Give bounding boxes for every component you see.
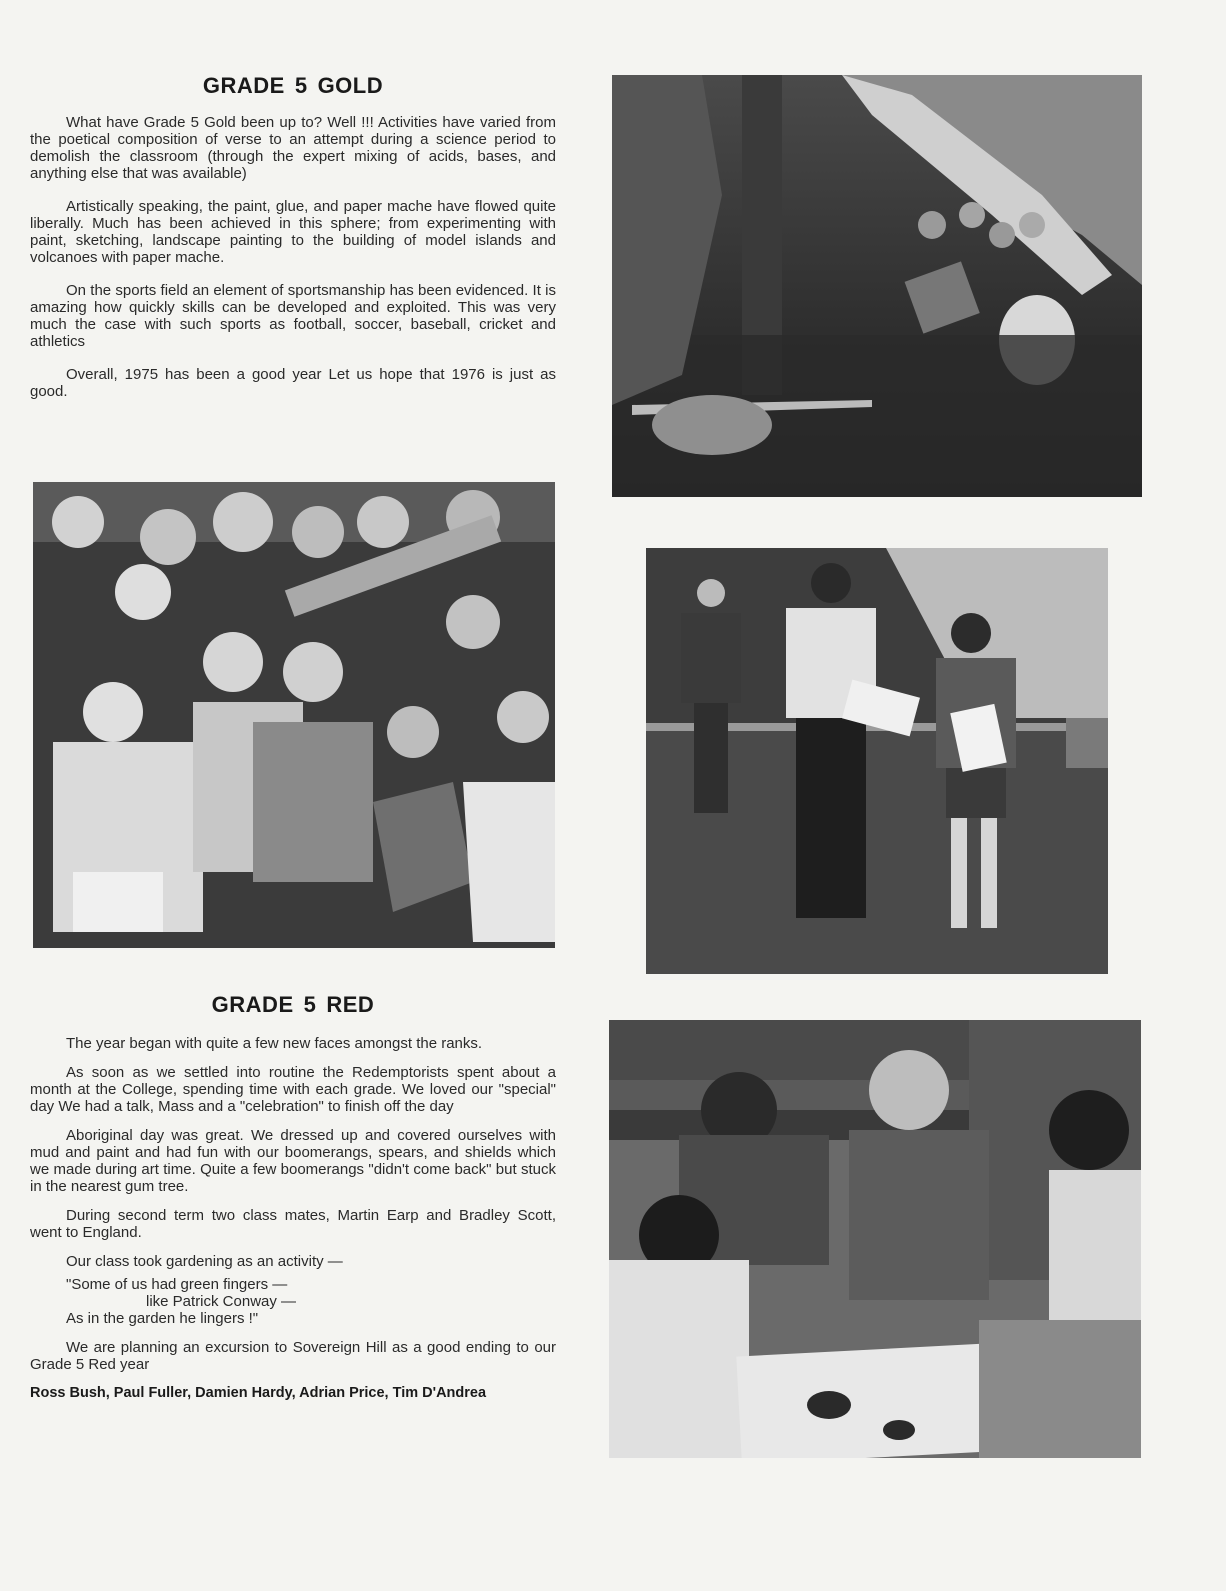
photo-boys-on-steps [609, 1020, 1141, 1458]
heading-word: GRADE [202, 73, 285, 98]
photo-steps-image [609, 1020, 1141, 1458]
poem-line: As in the garden he lingers !" [66, 1310, 259, 1327]
paragraph: As soon as we settled into routine the Redemptorists spent about a month at the College, spending time with each grade. We loved our "special" day We had a talk, Mass and a "celebration" to finish off the day [30, 1064, 556, 1115]
paragraph: On the sports field an element of sportsmanship has been evidenced. It is amazing how quickly skills can be developed and exploited. This was very much the case with such sports as football, soccer, baseball, cricket and athletics [30, 282, 556, 350]
photo-bush-boys-with-spears [612, 75, 1142, 497]
photo-group-image [33, 482, 555, 948]
poem-line: "Some of us had green fingers — [66, 1276, 288, 1293]
grade-5-red-heading [30, 992, 556, 1018]
poem-line: like Patrick Conway — [146, 1293, 297, 1310]
photo-teacher-image [646, 548, 1108, 974]
paragraph: Overall, 1975 has been a good year Let us hope that 1976 is just as good. [30, 366, 556, 400]
grade-5-red-article [30, 1035, 556, 1401]
grade-5-gold-heading [30, 73, 556, 99]
authors-credit: Ross Bush, Paul Fuller, Damien Hardy, Adrian Price, Tim D'Andrea [30, 1385, 487, 1401]
paragraph: During second term two class mates, Martin Earp and Bradley Scott, went to England. [30, 1207, 556, 1241]
paragraph: What have Grade 5 Gold been up to? Well !!! Activities have varied from the poetical composition of verse to an attempt during a science period to demolish the classroom (through the expert mixing of acids, bases, and anything else that was available) [30, 114, 556, 182]
paragraph: Our class took gardening as an activity — [66, 1253, 343, 1270]
heading-word: GOLD [317, 73, 384, 98]
photo-teacher-walking [646, 548, 1108, 974]
paragraph: The year began with quite a few new faces amongst the ranks. [66, 1035, 483, 1052]
poem [30, 1276, 556, 1327]
heading-word: 5 [294, 73, 308, 98]
paragraph: We are planning an excursion to Sovereign Hill as a good ending to our Grade 5 Red year [30, 1339, 556, 1373]
paragraph: Aboriginal day was great. We dressed up and covered ourselves with mud and paint and had fun with our boomerangs, spears, and shields which we made during art time. Quite a few boomerangs "didn't come back" but stuck in the nearest gum tree. [30, 1127, 556, 1195]
heading-word: 5 [303, 992, 317, 1017]
heading-word: RED [326, 992, 375, 1017]
photo-group-aboriginal-day [33, 482, 555, 948]
grade-5-gold-article [30, 114, 556, 416]
photo-bush-image [612, 75, 1142, 497]
paragraph: Artistically speaking, the paint, glue, and paper mache have flowed quite liberally. Much has been achieved in this sphere; from experimenting with paint, sketching, landscape painting to the building of model islands and volcanoes with paper mache. [30, 198, 556, 266]
heading-word: GRADE [211, 992, 294, 1017]
